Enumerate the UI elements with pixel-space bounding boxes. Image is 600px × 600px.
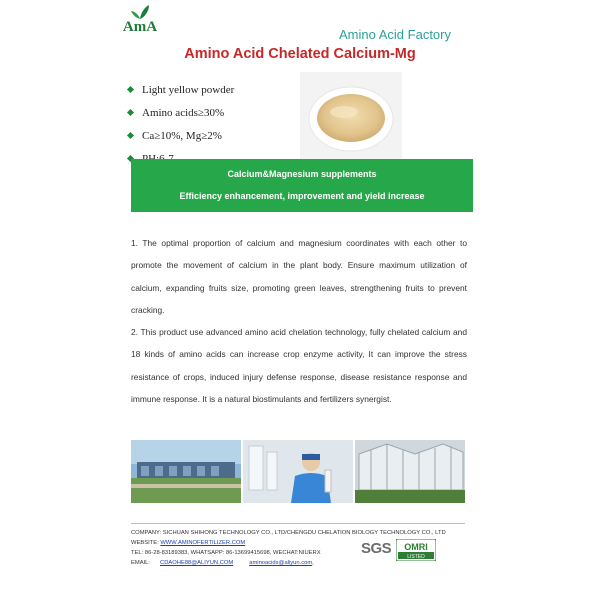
- page-title: Amino Acid Chelated Calcium-Mg: [184, 46, 416, 62]
- email-link-2[interactable]: aminoacids@aliyun.com: [249, 560, 313, 566]
- lab-photo: [243, 440, 353, 503]
- sgs-logo: SGS: [361, 540, 392, 557]
- product-powder-image: [300, 72, 402, 160]
- paragraph-1: 1. The optimal proportion of calcium and magnesium coordinates with each other to promote the movement of calcium in the plant body. Ensure maximum utilization of calcium, expanding fruits size, promoting green leaves, strengthening fruits to prevent cracking.: [131, 238, 467, 315]
- email-tail: ,: [312, 560, 314, 566]
- website-link[interactable]: WWW.AMINOFERTILIZER.COM: [160, 540, 246, 546]
- company-logo: [120, 4, 160, 34]
- email-label: EMAIL:: [131, 560, 151, 566]
- leaf-icon: [129, 4, 151, 20]
- description: [131, 232, 467, 410]
- bullet-icon: [127, 86, 134, 93]
- paragraph-2: 2. This product use advanced amino acid chelation technology, fully chelated calcium and 18 kinds of amino acids can increase crop enzyme activity, It can improve the stress resistance of crops, induced injury defense response, disease resistance response and immune response. It is a natural biostimulants and fertilizers synergist.: [131, 327, 467, 405]
- omri-listed-text: LISTED: [407, 554, 425, 560]
- contact-line: TEL: 86-28-83189383, WHATSAPP: 86-13699415698, WECHAT:NIUERX: [131, 550, 321, 556]
- website-label: WEBSITE:: [131, 540, 161, 546]
- factory-label: Amino Acid Factory: [339, 27, 451, 42]
- factory-photo: [131, 440, 241, 503]
- bullet-icon: [127, 109, 134, 116]
- photo-strip: [131, 440, 465, 503]
- bullet-icon: [127, 132, 134, 139]
- list-item: [128, 78, 234, 101]
- list-item: [128, 124, 234, 147]
- email-link-1[interactable]: CDAOHE88@ALIYUN.COM: [160, 560, 234, 566]
- feature-list: [128, 78, 234, 170]
- greenhouse-photo: [355, 440, 465, 503]
- banner-line-1: Calcium&Magnesium supplements: [227, 169, 377, 179]
- logo-text: AmA: [122, 19, 158, 35]
- feature-text: Amino acids≥30%: [142, 106, 225, 119]
- footer-divider: [131, 523, 465, 524]
- banner-line-2: Efficiency enhancement, improvement and yield increase: [179, 191, 425, 201]
- omri-text: OMRI: [404, 542, 428, 552]
- company-line: COMPANY: SICHUAN SHIHONG TECHNOLOGY CO., LTD/CHENGDU CHELATION BIOLOGY TECHNOLOGY CO., LTD: [131, 530, 446, 536]
- benefit-banner: [131, 159, 473, 212]
- feature-text: Ca≥10%, Mg≥2%: [142, 129, 222, 142]
- feature-text: Light yellow powder: [142, 83, 235, 96]
- list-item: [128, 101, 234, 124]
- omri-logo: [396, 539, 436, 561]
